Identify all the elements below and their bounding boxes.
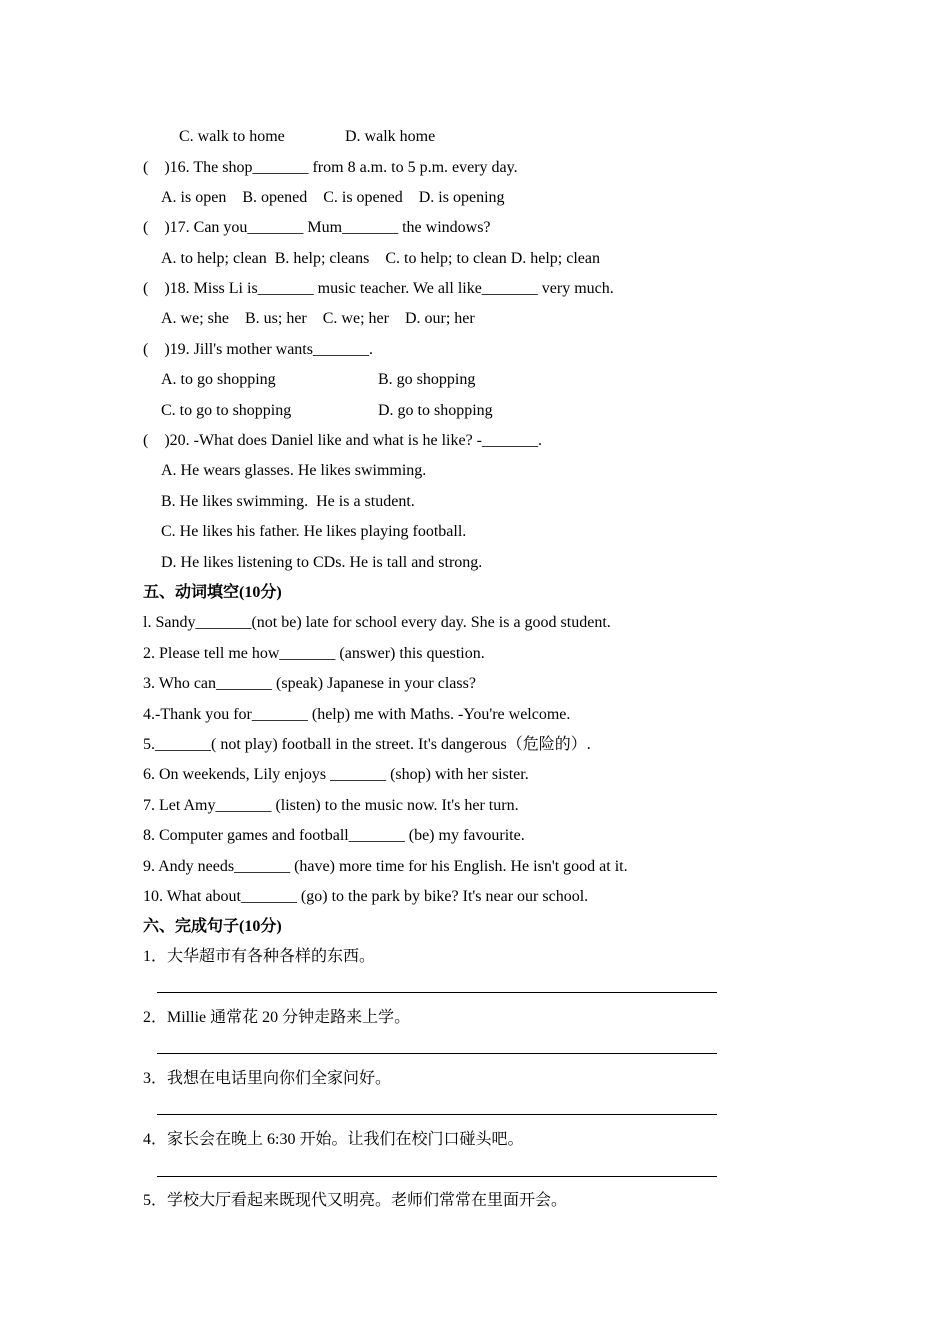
q17-options: A. to help; clean B. help; cleans C. to help; to clean D. help; clean xyxy=(161,250,600,267)
q15-option-c: C. walk to home xyxy=(179,128,285,145)
q19-option-c: C. to go to shopping xyxy=(161,402,292,419)
answer-line-1[interactable] xyxy=(157,992,717,993)
q20-option-b: B. He likes swimming. He is a student. xyxy=(161,493,415,510)
q19-option-b: B. go shopping xyxy=(378,371,476,388)
section5-item-6: 6. On weekends, Lily enjoys _______ (shop) with her sister. xyxy=(143,766,529,783)
q16-options: A. is open B. opened C. is opened D. is opening xyxy=(161,189,505,206)
section5-item-4: 4.-Thank you for_______ (help) me with Maths. -You're welcome. xyxy=(143,706,571,723)
section5-heading: 五、动词填空(10分) xyxy=(143,584,282,601)
q15-option-d: D. walk home xyxy=(345,128,436,145)
answer-line-2[interactable] xyxy=(157,1053,717,1054)
section6-item-2: 2．Millie 通常花 20 分钟走路来上学。 xyxy=(143,1009,411,1026)
section6-item-3: 3．我想在电话里向你们全家问好。 xyxy=(143,1070,392,1087)
section6-item-5: 5．学校大厅看起来既现代又明亮。老师们常常在里面开会。 xyxy=(143,1192,568,1209)
section5-item-5: 5._______( not play) football in the street. It's dangerous（危险的）. xyxy=(143,736,591,753)
q17-stem: ( )17. Can you_______ Mum_______ the windows? xyxy=(143,219,491,236)
section5-item-2: 2. Please tell me how_______ (answer) this question. xyxy=(143,645,485,662)
q19-stem: ( )19. Jill's mother wants_______. xyxy=(143,341,373,358)
answer-line-4[interactable] xyxy=(157,1176,717,1177)
q19-option-a: A. to go shopping xyxy=(161,371,276,388)
q20-option-d: D. He likes listening to CDs. He is tall and strong. xyxy=(161,554,483,571)
answer-line-3[interactable] xyxy=(157,1114,717,1115)
q20-stem: ( )20. -What does Daniel like and what is he like? -_______. xyxy=(143,432,542,449)
q20-option-c: C. He likes his father. He likes playing football. xyxy=(161,523,467,540)
section5-item-7: 7. Let Amy_______ (listen) to the music now. It's her turn. xyxy=(143,797,519,814)
q19-option-d: D. go to shopping xyxy=(378,402,493,419)
q18-options: A. we; she B. us; her C. we; her D. our; her xyxy=(161,310,475,327)
q20-option-a: A. He wears glasses. He likes swimming. xyxy=(161,462,427,479)
section5-item-3: 3. Who can_______ (speak) Japanese in your class? xyxy=(143,675,476,692)
section5-item-9: 9. Andy needs_______ (have) more time for his English. He isn't good at it. xyxy=(143,858,628,875)
q18-stem: ( )18. Miss Li is_______ music teacher. We all like_______ very much. xyxy=(143,280,614,297)
section5-item-1: l. Sandy_______(not be) late for school every day. She is a good student. xyxy=(143,614,611,631)
section6-item-4: 4．家长会在晚上 6:30 开始。让我们在校门口碰头吧。 xyxy=(143,1131,524,1148)
section5-item-8: 8. Computer games and football_______ (be) my favourite. xyxy=(143,827,525,844)
q16-stem: ( )16. The shop_______ from 8 a.m. to 5 p.m. every day. xyxy=(143,159,518,176)
section5-item-10: 10. What about_______ (go) to the park by bike? It's near our school. xyxy=(143,888,589,905)
section6-item-1: 1．大华超市有各种各样的东西。 xyxy=(143,948,376,965)
section6-heading: 六、完成句子(10分) xyxy=(143,918,282,935)
